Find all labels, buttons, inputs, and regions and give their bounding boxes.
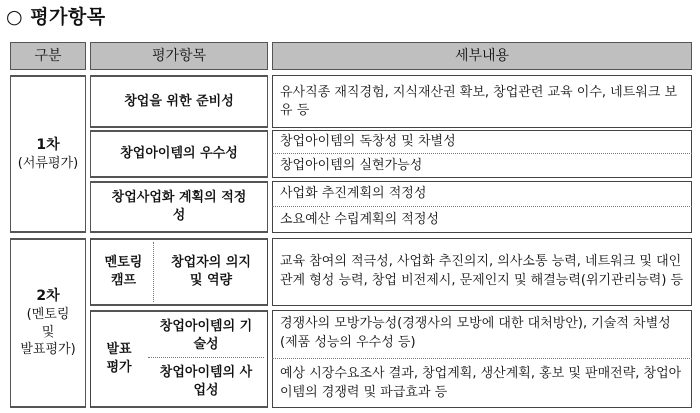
stage1-item-3: 창업사업화 계획의 적정성: [90, 181, 268, 233]
stage2-sub3: 발표평가): [20, 342, 76, 358]
mentoring-detail: 교육 참여의 적극성, 사업화 추진의지, 의사소통 능력, 네트워크 및 대인관계 형성 능력, 창업 비전제시, 문제인지 및 해결능력(위기관리능력) 등: [280, 254, 684, 288]
stage1-main: 1차: [36, 136, 60, 153]
presentation-item-1: 창업아이템의 기술성: [148, 314, 264, 358]
stage1-detail-1: 유사직종 재직경험, 지식재산권 확보, 창업관련 교육 이수, 네트워크 보유 등: [280, 84, 678, 118]
presentation-detail-1: 경쟁사의 모방가능성(경쟁사의 모방에 대한 대처방안), 기술적 차별성(제품 성능의 우수성 등): [272, 310, 692, 359]
presentation-label: 발표 평가: [106, 342, 132, 375]
mentoring-item: 창업자의 의지 및 역량: [171, 255, 251, 288]
stage2-sub1: (멘토링: [26, 307, 70, 323]
stage1-sub: (서류평가): [17, 155, 79, 171]
presentation-detail-2: 예상 시장수요조사 결과, 창업계획, 생산계획, 홍보 및 판매전략, 창업아이템의 경쟁력 및 파급효과 등: [280, 365, 682, 400]
mentoring-camp-label: 멘토링 캠프: [94, 242, 154, 302]
page-title: ○ 평가항목: [6, 6, 106, 28]
stage1-detail-2a: 창업아이템의 독창성 및 차별성: [272, 130, 692, 154]
stage2-label: [10, 238, 86, 408]
stage1-detail-3b: 소요예산 수립계획의 적정성: [280, 212, 439, 228]
header-items: 평가항목: [90, 42, 268, 70]
stage1-label: [10, 75, 86, 233]
stage1-item-2: 창업아이템의 우수성: [90, 130, 268, 178]
presentation-item-2: 창업아이템의 사업성: [159, 365, 253, 398]
stage2-sub2: 및: [41, 324, 55, 340]
stage2-main: 2차: [36, 288, 60, 305]
stage1-item-1: 창업을 위한 준비성: [90, 75, 268, 128]
evaluation-table: [10, 42, 692, 408]
stage1-detail-2b: 창업아이템의 실현가능성: [280, 158, 423, 174]
header-category: 구분: [10, 42, 86, 70]
header-details: 세부내용: [272, 42, 692, 70]
stage1-detail-3a: 사업화 추진계획의 적정성: [272, 181, 692, 207]
